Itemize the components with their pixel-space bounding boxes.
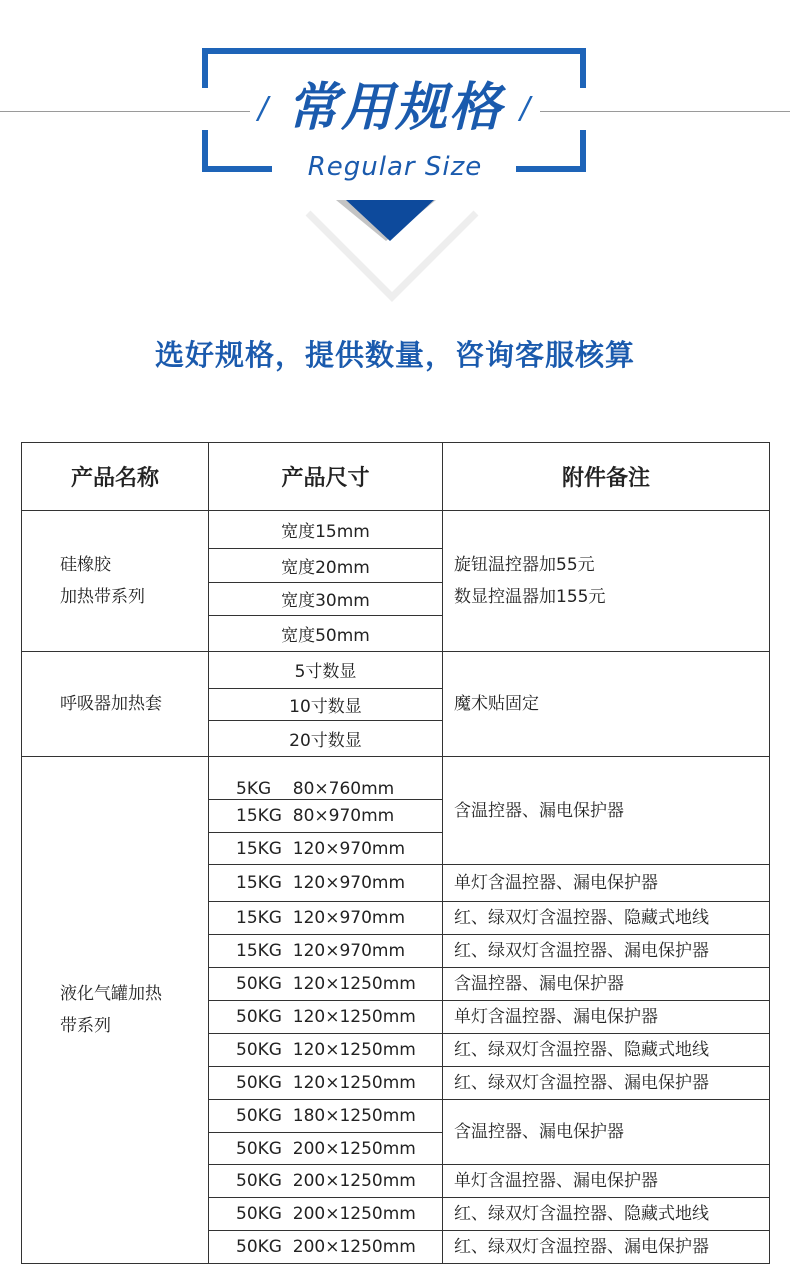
subtitle: 选好规格，提供数量，咨询客服核算 bbox=[154, 338, 635, 372]
size-cell: 宽度30mm bbox=[209, 582, 443, 616]
note-cell: 红、绿双灯含温控器、隐藏式地线 bbox=[443, 902, 770, 935]
note-cell: 单灯含温控器、漏电保护器 bbox=[443, 1165, 770, 1198]
size-cell: 15KG 80×970mm bbox=[209, 800, 443, 833]
size-cell: 50KG 180×1250mm bbox=[209, 1100, 443, 1133]
product-name-cell bbox=[22, 652, 209, 757]
note-cell: 单灯含温控器、漏电保护器 bbox=[443, 1001, 770, 1034]
size-cell: 5寸数显 bbox=[209, 652, 443, 689]
size-cell: 50KG 200×1250mm bbox=[209, 1231, 443, 1264]
frame-top bbox=[202, 48, 586, 54]
size-cell: 50KG 120×1250mm bbox=[209, 968, 443, 1001]
size-cell: 50KG 120×1250mm bbox=[209, 1067, 443, 1100]
note-cell: 含温控器、漏电保护器 bbox=[443, 1100, 770, 1165]
note-line: 旋钮温控器加55元 bbox=[454, 555, 595, 575]
product-name-line: 呼吸器加热套 bbox=[60, 694, 162, 714]
note-cell: 含温控器、漏电保护器 bbox=[443, 968, 770, 1001]
size-cell: 15KG 120×970mm bbox=[209, 833, 443, 865]
slash-left: / bbox=[258, 91, 269, 126]
note-cell: 红、绿双灯含温控器、隐藏式地线 bbox=[443, 1034, 770, 1067]
header-notes: 附件备注 bbox=[443, 443, 770, 511]
product-name-line: 液化气罐加热 bbox=[60, 984, 162, 1004]
size-cell: 宽度20mm bbox=[209, 548, 443, 582]
size-cell: 50KG 200×1250mm bbox=[209, 1198, 443, 1231]
page-title: 常用规格 bbox=[286, 78, 503, 138]
size-cell: 15KG 120×970mm bbox=[209, 902, 443, 935]
size-cell: 50KG 120×1250mm bbox=[209, 1001, 443, 1034]
table-header-row bbox=[22, 443, 770, 511]
slash-right: / bbox=[520, 91, 531, 126]
product-name-cell bbox=[22, 511, 209, 652]
page-title-english: Regular Size bbox=[307, 152, 483, 182]
note-cell: 红、绿双灯含温控器、隐藏式地线 bbox=[443, 1198, 770, 1231]
product-name-line: 硅橡胶 bbox=[60, 555, 111, 575]
note-cell bbox=[443, 652, 770, 757]
spec-table bbox=[21, 442, 770, 1264]
note-cell: 单灯含温控器、漏电保护器 bbox=[443, 865, 770, 902]
product-name-cell bbox=[22, 757, 209, 1264]
chevron-down-icon bbox=[300, 195, 490, 305]
size-cell: 50KG 200×1250mm bbox=[209, 1165, 443, 1198]
header-product-size: 产品尺寸 bbox=[209, 443, 443, 511]
note-cell: 红、绿双灯含温控器、漏电保护器 bbox=[443, 935, 770, 968]
table-row bbox=[22, 652, 770, 689]
size-cell: 20寸数显 bbox=[209, 721, 443, 757]
table-row bbox=[22, 757, 770, 800]
size-cell: 宽度15mm bbox=[209, 511, 443, 549]
product-name-line: 带系列 bbox=[60, 1016, 111, 1036]
note-cell: 红、绿双灯含温控器、漏电保护器 bbox=[443, 1067, 770, 1100]
size-cell: 50KG 200×1250mm bbox=[209, 1133, 443, 1165]
size-cell: 宽度50mm bbox=[209, 616, 443, 652]
size-cell: 10寸数显 bbox=[209, 688, 443, 721]
size-cell: 5KG 80×760mm bbox=[209, 757, 443, 800]
note-line: 魔术贴固定 bbox=[454, 694, 539, 714]
note-line: 数显控温器加155元 bbox=[454, 587, 606, 607]
table-row bbox=[22, 511, 770, 549]
size-cell: 15KG 120×970mm bbox=[209, 935, 443, 968]
header-product-name: 产品名称 bbox=[22, 443, 209, 511]
note-line: 含温控器、漏电保护器 bbox=[454, 800, 624, 821]
note-cell bbox=[443, 757, 770, 865]
size-cell: 50KG 120×1250mm bbox=[209, 1034, 443, 1067]
note-cell: 红、绿双灯含温控器、漏电保护器 bbox=[443, 1231, 770, 1264]
note-cell bbox=[443, 511, 770, 652]
product-name-line: 加热带系列 bbox=[60, 587, 145, 607]
size-cell: 15KG 120×970mm bbox=[209, 865, 443, 902]
